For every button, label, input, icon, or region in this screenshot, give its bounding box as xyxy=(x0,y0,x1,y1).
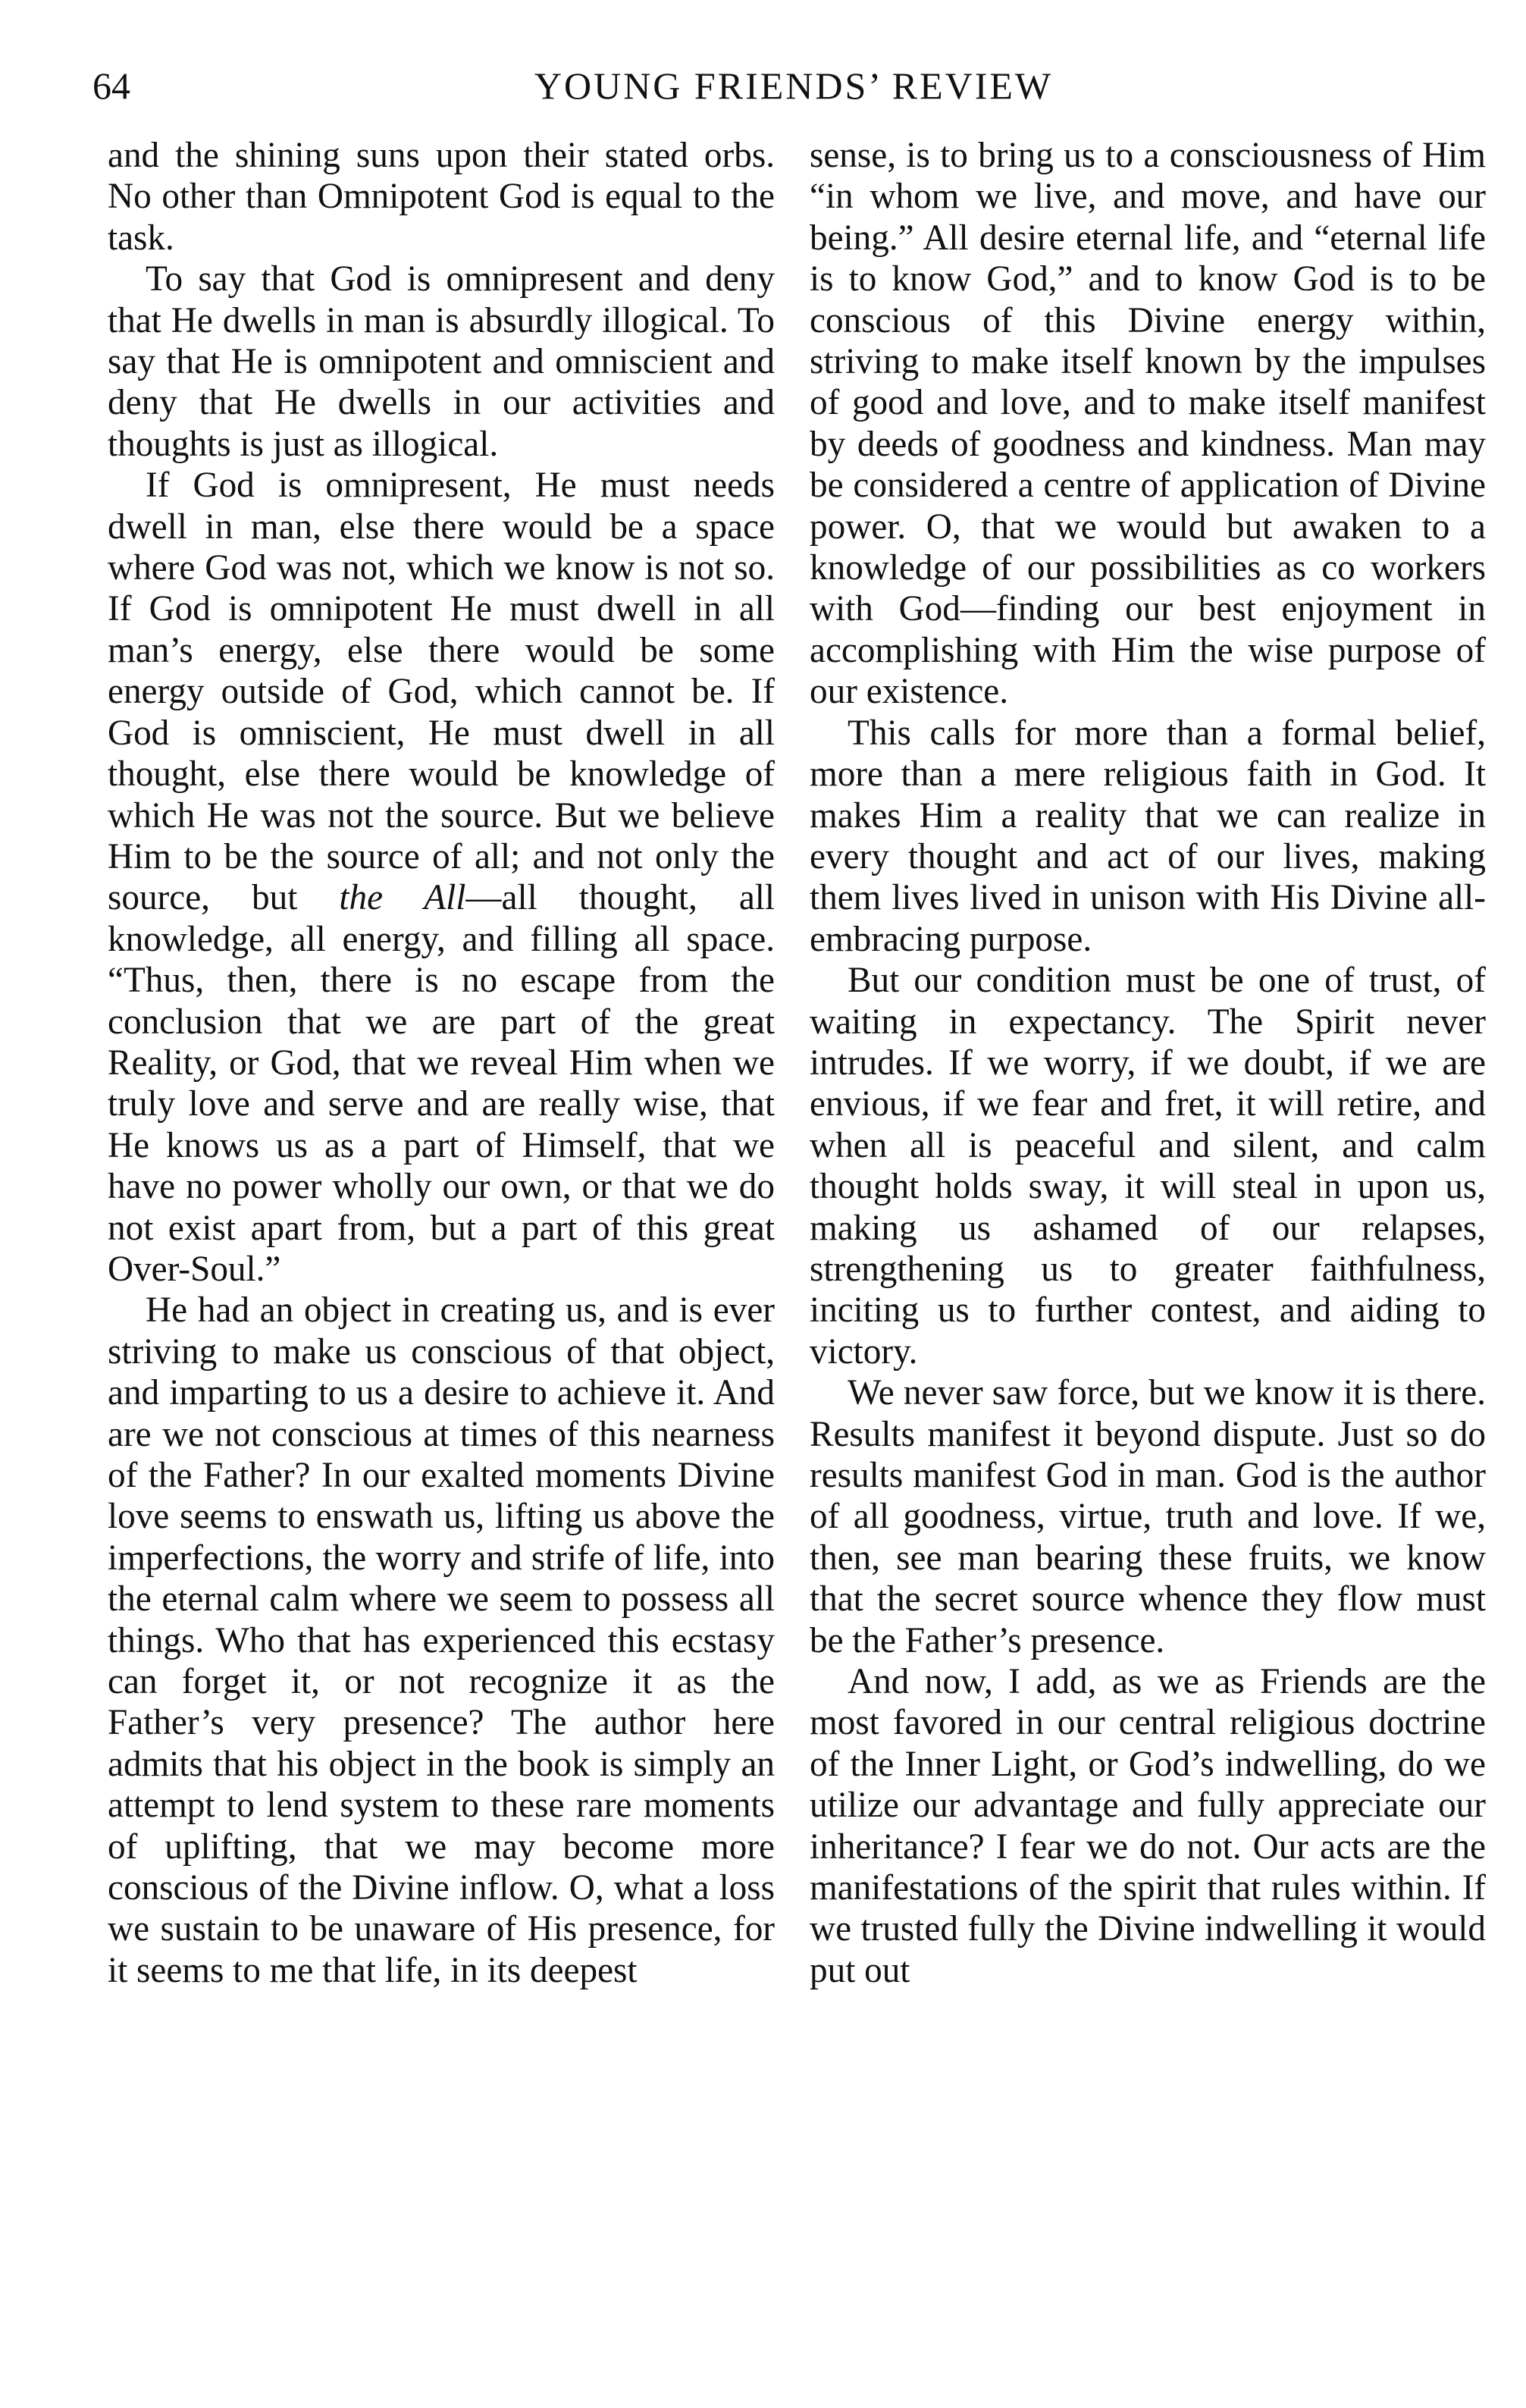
paragraph: He had an object in creating us, and is ever striving to make us conscious of that object, and imparting to us a desire to achieve it. And are we not conscious at times of this nearness of the Father? In our exalted moments Divine love seems to enswath us, lifting us above the imperfections, the worry and strife of life, into the eternal calm where we seem to possess all things. Who that has experienced this ecstasy can forget it, or not recognize it as the Father’s very presence? The author here admits that his object in the book is simply an attempt to lend system to these rare moments of uplifting, that we may become more conscious of the Divine inflow. O, what a loss we sustain to be unaware of His presence, for it seems to me that life, in its deepest xyxy=(108,1290,775,1990)
paragraph: sense, is to bring us to a consciousness of Him “in whom we live, and move, and have our being.” All desire eternal life, and “eternal life is to know God,” and to know God is to be conscious of this Divine energy within, striving to make itself known by the impulses of good and love, and to make itself manifest by deeds of goodness and kindness. Man may be considered a centre of application of Divine power. O, that we would but awaken to a knowledge of our possibilities as co workers with God—finding our best enjoyment in accomplishing with Him the wise purpose of our existence. xyxy=(810,136,1486,712)
paragraph: To say that God is omnipresent and deny that He dwells in man is absurdly illogical. To say that He is omnipotent and omniscient and deny that He dwells in our activities and thoughts is just as illogical. xyxy=(108,259,775,464)
page-number: 64 xyxy=(92,64,130,107)
left-column xyxy=(108,135,775,1991)
paragraph: and the shining suns upon their stated orbs. No other than Omnipotent God is equal to the task. xyxy=(108,136,775,258)
paragraph: This calls for more than a formal belief, more than a mere religious faith in God. It makes Him a reality that we can realize in every thought and act of our lives, making them lives lived in unison with His Divine all-embracing purpose. xyxy=(810,713,1486,959)
emphasis-text: the All xyxy=(339,878,466,918)
paragraph: And now, I add, as we as Friends are the most favored in our central religious doctrine of the Inner Light, or God’s indwelling, do we utilize our advantage and fully appreciate our inheritance? I fear we do not. Our acts are the manifestations of the spirit that rules within. If we trusted fully the Divine indwelling it would put out xyxy=(810,1662,1486,1990)
running-title: YOUNG FRIENDS’ REVIEW xyxy=(534,64,1054,107)
paragraph-text: If God is omnipresent, He must needs dwell in man, else there would be a space where God was not, which we know is not so. If God is omnipotent He must dwell in all man’s energy, else there would be some energy outside of God, which cannot be. If God is omniscient, He must dwell in all thought, else there would be knowledge of which He was not the source. But we believe Him to be the source of all; and not only the source, but xyxy=(108,466,775,918)
paragraph xyxy=(108,465,775,1290)
paragraph: We never saw force, but we know it is there. Results manifest it beyond dispute. Just so do results manifest God in man. God is the author of all goodness, virtue, truth and love. If we, then, see man bearing these fruits, we know that the secret source whence they flow must be the Father’s presence. xyxy=(810,1373,1486,1660)
page-header xyxy=(92,59,1495,112)
paragraph-text: —all thought, all knowledge, all energy, and filling all space. “Thus, then, there is no escape from the conclusion that we are part of the great Reality, or God, that we reveal Him when we truly love and serve and are really wise, that He knows us as a part of Himself, that we have no power wholly our own, or that we do not exist apart from, but a part of this great Over-Soul.” xyxy=(108,878,775,1289)
paragraph: But our condition must be one of trust, of waiting in expectancy. The Spirit never intrudes. If we worry, if we doubt, if we are envious, if we fear and fret, it will retire, and when all is peaceful and silent, and calm thought holds sway, it will steal in upon us, making us ashamed of our relapses, strengthening us to greater faithfulness, inciting us to further contest, and aiding to victory. xyxy=(810,961,1486,1372)
right-column xyxy=(810,135,1486,1991)
